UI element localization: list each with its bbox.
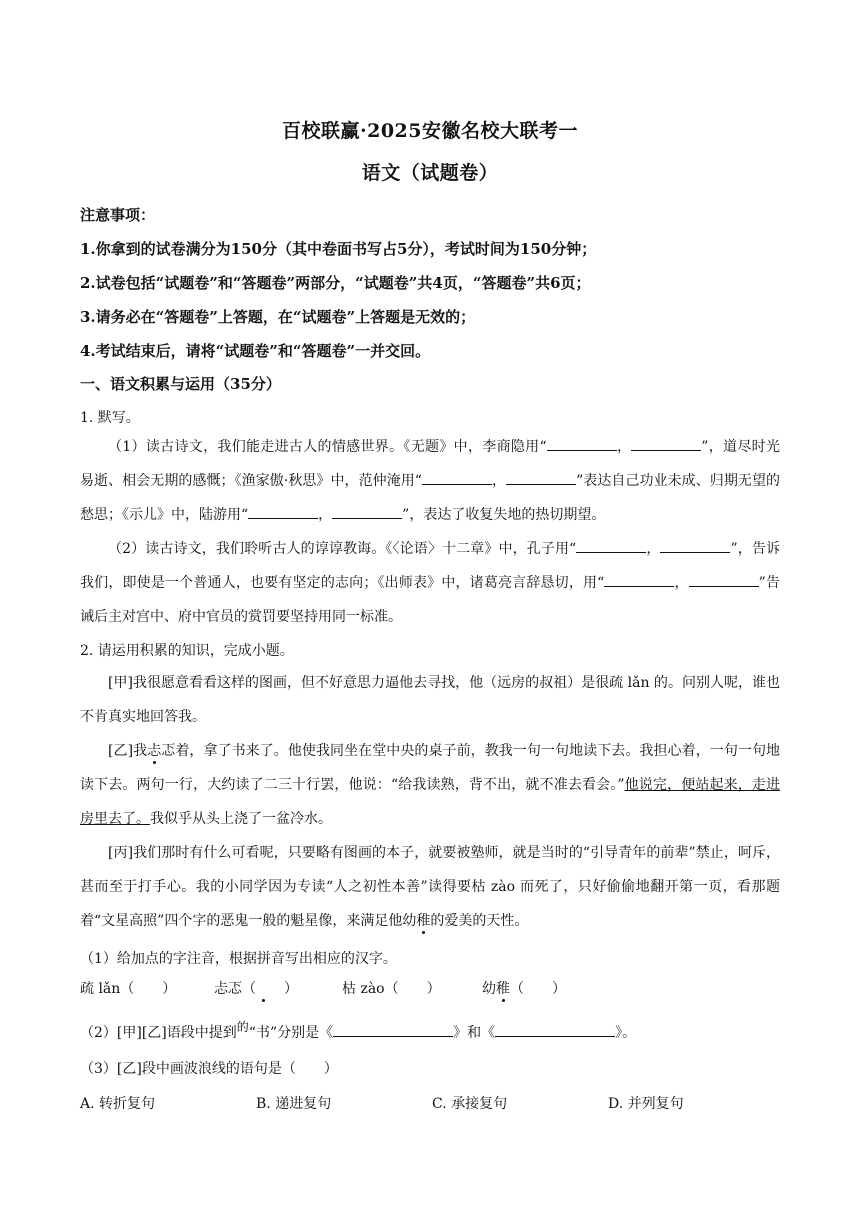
text: ”，告诉我们，即使是一个普通人，也要有坚定的志向；《出师表》中，诸葛亮言辞恳切，用“ [80,541,780,591]
option-b[interactable]: B. 递进复句 [256,1096,332,1112]
text: （1）读古诗文，我们能走进古人的情感世界。《无题》中，李商隐用“ [108,439,547,455]
text: ， [491,473,507,489]
text: 》。 [615,1025,637,1041]
fill-youzhi[interactable] [482,978,566,998]
blank[interactable] [333,1022,453,1037]
fill-tante[interactable] [214,978,298,998]
text: ”，道尽时光易逝、相会无期的感慨；《渔家傲·秋思》中，范仲淹用“ [80,439,780,489]
blank[interactable] [576,538,646,553]
blank[interactable] [547,436,617,451]
option-d[interactable]: D. 并列复句 [608,1096,684,1112]
sub-question-2 [80,1022,780,1042]
sub-question-1: （1）给加点的字注音，根据拼音写出相应的汉字。 [80,951,397,967]
text: ”告诫后主对宫中、府中官员的赏罚要坚持用同一标准。 [80,575,780,625]
blank[interactable] [248,504,318,519]
text: （ ） [510,981,566,997]
question-1-label: 1. 默写。 [80,410,140,426]
question-1-part-2 [80,532,780,634]
text: “书”分别是《 [248,1025,334,1041]
exam-subtitle: 语文（试题卷） [361,162,499,184]
text: 忑着，拿了书来了。他使我同坐在堂中央的桌子前，教我一句一句地读下去。我担心着，一句一句地读下去。两句一行，大约读了二三十行罢，他说：“给我读熟，背不出，就不准去看会。” [80,743,781,793]
notice-item-3: 3.请务必在“答题卷”上答题，在“试题卷”上答题是无效的； [80,308,476,326]
blank[interactable] [604,572,674,587]
text: ， [674,575,689,591]
passage-jia: [甲]我很愿意看看这样的图画，但不好意思力逼他去寻找，他（远房的叔祖）是很疏 lǎn 的。问别人呢，谁也不肯真实地回答我。 [80,675,780,725]
fill-zao[interactable]: 枯 zào（ ） [342,981,441,997]
fill-lan[interactable]: 疏 lǎn（ ） [80,981,177,997]
blank[interactable] [506,470,576,485]
blank[interactable] [689,572,759,587]
notice-item-4: 4.考试结束后，请将“试题卷”和“答题卷”一并交回。 [80,342,431,360]
text: （2）[甲][乙]语段中提到 [80,1025,237,1041]
text: ， [646,541,661,557]
dotted-char: 稚 [416,913,431,929]
blank[interactable] [422,470,492,485]
text: ”表达自己功业未成、归期无望的愁思；《示儿》中，陆游用“ [80,473,780,523]
notice-item-2: 2.试卷包括“试题卷”和“答题卷”两部分，“试题卷”共4页，“答题卷”共6页； [80,274,591,292]
section-heading: 一、语文积累与运用（35分） [80,375,281,393]
text: ， [616,439,632,455]
text: ， [318,507,333,523]
notice-heading: 注意事项： [80,206,156,224]
dotted-char: 稚 [496,981,510,997]
blank[interactable] [495,1022,615,1037]
text: ”，表达了收复失地的热切期望。 [402,507,606,523]
fill-row [80,978,780,1000]
dotted-char: 忐 [147,743,162,759]
question-2-label: 2. 请运用积累的知识，完成小题。 [80,643,294,659]
option-c[interactable]: C. 承接复句 [432,1096,508,1112]
blank[interactable] [631,436,701,451]
text: 的爱美的天性。 [430,913,529,929]
notice-item-1: 1.你拿到的试卷满分为150分（其中卷面书写占5分），考试时间为150分钟； [80,240,597,258]
blank[interactable] [660,538,730,553]
blank[interactable] [332,504,402,519]
text: （2）读古诗文，我们聆听古人的谆谆教诲。《〈论语〉十二章》中，孔子用“ [108,541,577,557]
text: 忐 [214,981,228,997]
question-1-part-1 [80,430,780,532]
text: [乙]我 [108,743,148,759]
sub-question-3: （3）[乙]段中画波浪线的语句是（ ） [80,1061,338,1077]
exam-title: 百校联赢·2025安徽名校大联考一 [282,120,578,142]
text: 》和《 [453,1025,496,1041]
wavy-underlined-sentence: 他说完，便站起来，走进房里去了。 [80,777,781,827]
text: 我似乎从头上浇了一盆冷水。 [150,811,332,827]
text: [丙]我们那时有什么可看呢，只要略有图画的本子，就要被塾师，就是当时的“引导青年的前辈”禁止，呵斥，甚而至于打手心。我的小同学因为专读“人之初性本善”读得要枯 zào 而死了，只好偷偷地翻开第一页，看那题着“文星高照”四个字的恶鬼一般的魁星像，来满足他幼 [80,845,780,929]
dotted-char: 忑（ ） [228,981,298,997]
passage-bing [80,836,780,938]
passage-yi [80,734,780,836]
text: 幼 [482,981,496,997]
option-a[interactable]: A. 转折复句 [80,1096,156,1112]
text: 的 [236,1020,249,1034]
